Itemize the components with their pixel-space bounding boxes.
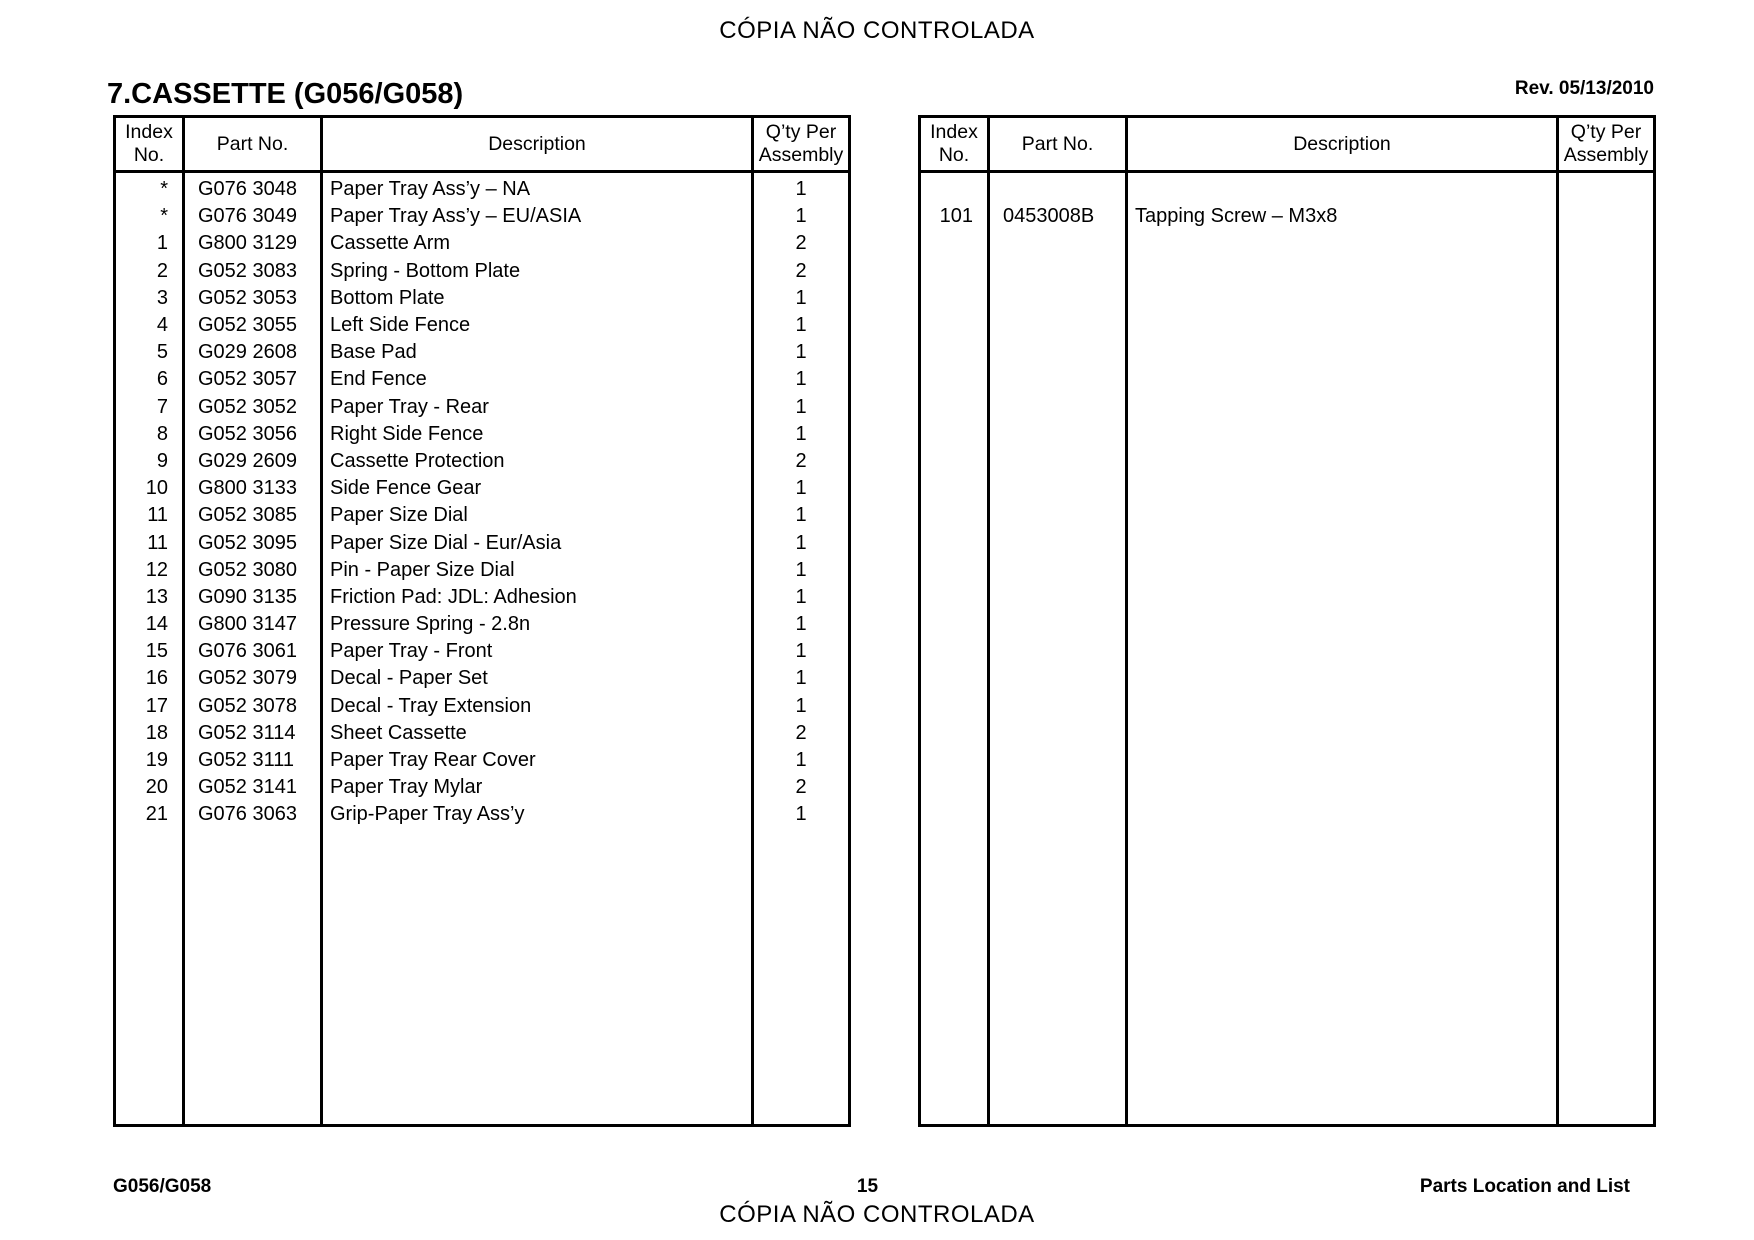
footer-page-number: 15: [856, 1176, 879, 1197]
description-cell: Paper Size Dial - Eur/Asia: [322, 529, 753, 556]
qty-cell: 1: [753, 475, 850, 502]
description-cell: Paper Tray Mylar: [322, 774, 753, 801]
description-cell: Paper Tray - Rear: [322, 394, 753, 421]
description-cell: Right Side Fence: [322, 421, 753, 448]
qty-cell: 1: [753, 394, 850, 421]
header-index-no: Index No.: [920, 117, 989, 172]
qty-cell: 1: [753, 747, 850, 774]
header-qty-per-assembly: Q’ty Per Assembly: [753, 117, 850, 172]
table-row: [115, 584, 850, 611]
parts-table-right: [918, 115, 1656, 1127]
qty-cell: 2: [753, 258, 850, 285]
empty-cell: [322, 829, 753, 1126]
empty-cell: [989, 230, 1127, 1125]
index-no-cell: 5: [115, 339, 184, 366]
table-filler-row: [115, 829, 850, 1126]
table-row: [115, 312, 850, 339]
index-no-cell: 15: [115, 638, 184, 665]
header-part-no: Part No.: [184, 117, 322, 172]
part-no-cell: G052 3052: [184, 394, 322, 421]
table-row: [115, 720, 850, 747]
index-no-cell: 16: [115, 665, 184, 692]
table-row: [920, 172, 1655, 204]
table-row: [115, 611, 850, 638]
table-row: [115, 693, 850, 720]
description-cell: Decal - Paper Set: [322, 665, 753, 692]
part-no-cell: G052 3141: [184, 774, 322, 801]
part-no-cell: G076 3049: [184, 203, 322, 230]
qty-cell: 1: [753, 285, 850, 312]
qty-cell: 1: [753, 529, 850, 556]
description-cell: Cassette Arm: [322, 230, 753, 257]
description-cell: Paper Size Dial: [322, 502, 753, 529]
table-row: [115, 665, 850, 692]
index-no-cell: 14: [115, 611, 184, 638]
description-cell: Friction Pad: JDL: Adhesion: [322, 584, 753, 611]
part-no-cell: G052 3053: [184, 285, 322, 312]
qty-cell: 1: [753, 502, 850, 529]
part-no-cell: G052 3080: [184, 557, 322, 584]
qty-cell: 1: [753, 366, 850, 393]
description-cell: Spring - Bottom Plate: [322, 258, 753, 285]
header-part-no: Part No.: [989, 117, 1127, 172]
table-row: [115, 747, 850, 774]
description-cell: Tapping Screw – M3x8: [1127, 203, 1558, 230]
revision-date: Rev. 05/13/2010: [1514, 78, 1654, 99]
index-no-cell: 1: [115, 230, 184, 257]
qty-cell: 1: [753, 584, 850, 611]
part-no-cell: G052 3085: [184, 502, 322, 529]
qty-cell: 2: [753, 774, 850, 801]
description-cell: Grip-Paper Tray Ass’y: [322, 801, 753, 828]
table-row: [115, 448, 850, 475]
table-row: [115, 557, 850, 584]
description-cell: Sheet Cassette: [322, 720, 753, 747]
qty-cell: 1: [753, 665, 850, 692]
qty-cell: 1: [753, 312, 850, 339]
index-no-cell: 7: [115, 394, 184, 421]
empty-cell: [1558, 230, 1655, 1125]
table-row: [115, 638, 850, 665]
part-no-cell: G090 3135: [184, 584, 322, 611]
qty-cell: 2: [753, 448, 850, 475]
table-row: [115, 475, 850, 502]
index-no-cell: 18: [115, 720, 184, 747]
header-index-no: Index No.: [115, 117, 184, 172]
empty-cell: [184, 829, 322, 1126]
part-no-cell: G076 3063: [184, 801, 322, 828]
table-row: [115, 339, 850, 366]
index-no-cell: *: [115, 172, 184, 204]
index-no-cell: 2: [115, 258, 184, 285]
qty-cell: [1558, 172, 1655, 204]
part-no-cell: 0453008B: [989, 203, 1127, 230]
table-row: [115, 230, 850, 257]
description-cell: Paper Tray Rear Cover: [322, 747, 753, 774]
index-no-cell: 17: [115, 693, 184, 720]
description-cell: End Fence: [322, 366, 753, 393]
index-no-cell: 21: [115, 801, 184, 828]
index-no-cell: 11: [115, 529, 184, 556]
part-no-cell: G029 2609: [184, 448, 322, 475]
qty-cell: 2: [753, 230, 850, 257]
index-no-cell: *: [115, 203, 184, 230]
part-no-cell: G800 3133: [184, 475, 322, 502]
qty-cell: 2: [753, 720, 850, 747]
footer-model: G056/G058: [113, 1176, 212, 1197]
index-no-cell: 3: [115, 285, 184, 312]
qty-cell: [1558, 203, 1655, 230]
index-no-cell: 19: [115, 747, 184, 774]
header-description: Description: [322, 117, 753, 172]
part-no-cell: G052 3056: [184, 421, 322, 448]
table-row: [115, 774, 850, 801]
table-row: [115, 394, 850, 421]
qty-cell: 1: [753, 339, 850, 366]
index-no-cell: 4: [115, 312, 184, 339]
table-row: [115, 203, 850, 230]
table-row: [115, 421, 850, 448]
part-no-cell: G800 3129: [184, 230, 322, 257]
table-row: [115, 285, 850, 312]
table-row: [115, 529, 850, 556]
index-no-cell: 12: [115, 557, 184, 584]
part-no-cell: G052 3055: [184, 312, 322, 339]
index-no-cell: 10: [115, 475, 184, 502]
watermark-bottom: CÓPIA NÃO CONTROLADA: [719, 1201, 1035, 1228]
table-row: [115, 258, 850, 285]
empty-cell: [920, 230, 989, 1125]
part-no-cell: G052 3083: [184, 258, 322, 285]
part-no-cell: G052 3079: [184, 665, 322, 692]
description-cell: Cassette Protection: [322, 448, 753, 475]
part-no-cell: G052 3095: [184, 529, 322, 556]
empty-cell: [115, 829, 184, 1126]
watermark-top: CÓPIA NÃO CONTROLADA: [719, 17, 1035, 44]
qty-cell: 1: [753, 557, 850, 584]
table-header-row: [115, 117, 850, 172]
description-cell: Paper Tray Ass’y – NA: [322, 172, 753, 204]
description-cell: Base Pad: [322, 339, 753, 366]
empty-cell: [753, 829, 850, 1126]
description-cell: Decal - Tray Extension: [322, 693, 753, 720]
part-no-cell: G076 3048: [184, 172, 322, 204]
description-cell: Pin - Paper Size Dial: [322, 557, 753, 584]
index-no-cell: 9: [115, 448, 184, 475]
header-qty-per-assembly: Q’ty Per Assembly: [1558, 117, 1655, 172]
part-no-cell: G076 3061: [184, 638, 322, 665]
description-cell: Bottom Plate: [322, 285, 753, 312]
description-cell: Paper Tray Ass’y – EU/ASIA: [322, 203, 753, 230]
index-no-cell: 6: [115, 366, 184, 393]
qty-cell: 1: [753, 172, 850, 204]
part-no-cell: [989, 172, 1127, 204]
table-row: [115, 366, 850, 393]
description-cell: Pressure Spring - 2.8n: [322, 611, 753, 638]
table-row: [920, 203, 1655, 230]
description-cell: Left Side Fence: [322, 312, 753, 339]
qty-cell: 1: [753, 693, 850, 720]
empty-cell: [1127, 230, 1558, 1125]
description-cell: [1127, 172, 1558, 204]
index-no-cell: [920, 172, 989, 204]
part-no-cell: G800 3147: [184, 611, 322, 638]
part-no-cell: G052 3114: [184, 720, 322, 747]
index-no-cell: 11: [115, 502, 184, 529]
qty-cell: 1: [753, 638, 850, 665]
part-no-cell: G052 3057: [184, 366, 322, 393]
index-no-cell: 20: [115, 774, 184, 801]
table-header-row: [920, 117, 1655, 172]
header-description: Description: [1127, 117, 1558, 172]
footer-section-title: Parts Location and List: [1419, 1176, 1630, 1197]
page-title: 7.CASSETTE (G056/G058): [107, 78, 464, 110]
parts-table-left: [113, 115, 851, 1127]
index-no-cell: 101: [920, 203, 989, 230]
description-cell: Paper Tray - Front: [322, 638, 753, 665]
qty-cell: 1: [753, 611, 850, 638]
index-no-cell: 8: [115, 421, 184, 448]
table-row: [115, 502, 850, 529]
table-row: [115, 172, 850, 204]
part-no-cell: G052 3111: [184, 747, 322, 774]
qty-cell: 1: [753, 203, 850, 230]
description-cell: Side Fence Gear: [322, 475, 753, 502]
part-no-cell: G029 2608: [184, 339, 322, 366]
index-no-cell: 13: [115, 584, 184, 611]
qty-cell: 1: [753, 801, 850, 828]
part-no-cell: G052 3078: [184, 693, 322, 720]
table-filler-row: [920, 230, 1655, 1125]
table-row: [115, 801, 850, 828]
qty-cell: 1: [753, 421, 850, 448]
